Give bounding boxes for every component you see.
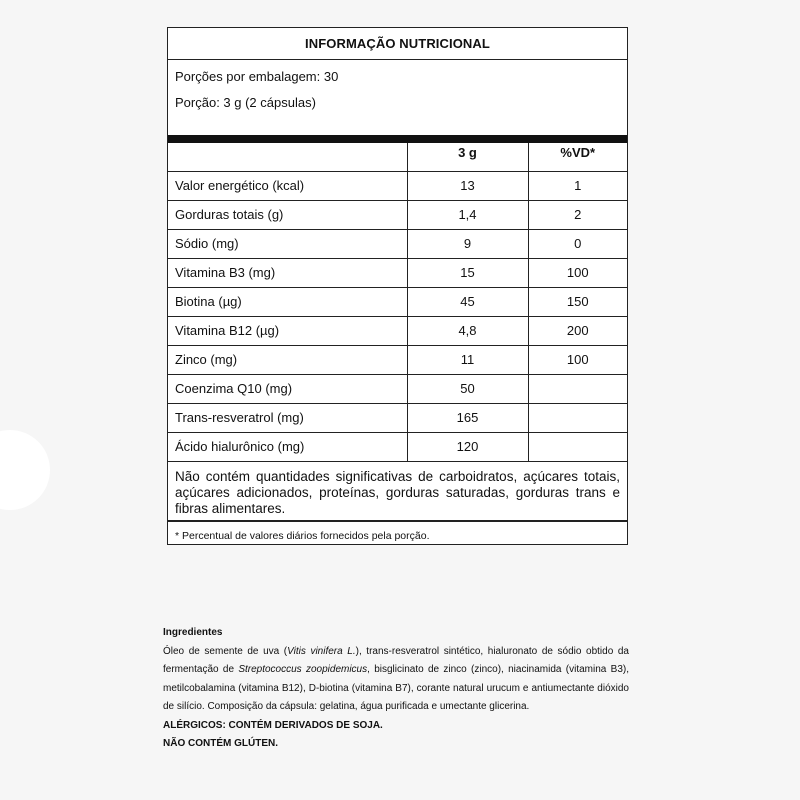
amount-cell: 120	[407, 432, 528, 461]
dv-cell: 150	[528, 287, 627, 316]
dv-cell: 200	[528, 316, 627, 345]
ingredients-italic-1: Vitis vinifera L.	[287, 645, 356, 657]
ingredients-part-2: ), trans-resveratrol sintético, hialuronato de sódio obtido da fermentação de	[163, 645, 629, 675]
dv-cell	[528, 432, 627, 461]
table-row	[168, 374, 627, 403]
nutrition-notice: Não contém quantidades significativas de carboidratos, açúcares totais, açúcares adicionados, proteínas, gorduras saturadas, gorduras trans e fibras alimentares.	[168, 462, 627, 522]
nutrient-cell: Valor energético (kcal)	[168, 171, 407, 200]
amount-cell: 4,8	[407, 316, 528, 345]
header-nutrient	[168, 143, 407, 171]
table-row	[168, 229, 627, 258]
amount-cell: 11	[407, 345, 528, 374]
nutrient-cell: Ácido hialurônico (mg)	[168, 432, 407, 461]
nutrient-cell: Gorduras totais (g)	[168, 200, 407, 229]
amount-cell: 165	[407, 403, 528, 432]
ingredients-part-1: Óleo de semente de uva (	[163, 645, 288, 657]
table-row	[168, 200, 627, 229]
table-row	[168, 345, 627, 374]
amount-cell: 1,4	[407, 200, 528, 229]
table-row	[168, 171, 627, 200]
dv-cell: 1	[528, 171, 627, 200]
dv-cell: 0	[528, 229, 627, 258]
ingredients-block	[163, 624, 629, 754]
nutrient-cell: Sódio (mg)	[168, 229, 407, 258]
amount-cell: 13	[407, 171, 528, 200]
table-row	[168, 287, 627, 316]
table-row	[168, 432, 627, 461]
allergens-warning: ALÉRGICOS: CONTÉM DERIVADOS DE SOJA.	[163, 719, 383, 731]
ingredients-title: Ingredientes	[163, 627, 223, 638]
table-row	[168, 258, 627, 287]
table-header-row	[168, 143, 627, 171]
servings-per-package: Porções por embalagem: 30	[175, 69, 339, 84]
dv-cell: 2	[528, 200, 627, 229]
background-blob	[0, 430, 50, 510]
ingredients-part-3: , bisglicinato de zinco (zinco), niacinamida (vitamina B3), metilcobalamina (vitamina B12), D-biotina (vitamina B7), corante natural urucum e antiumectante dióxido de silício. Composição da cápsula: gelatina, água purificada e umectante glicerina.	[163, 664, 629, 712]
table-row	[168, 316, 627, 345]
header-amount: 3 g	[407, 143, 528, 171]
nutrient-cell: Vitamina B3 (mg)	[168, 258, 407, 287]
ingredients-italic-2: Streptococcus zoopidemicus	[238, 664, 368, 675]
dv-cell	[528, 374, 627, 403]
gluten-warning: NÃO CONTÉM GLÚTEN.	[163, 738, 278, 749]
nutrient-cell: Trans-resveratrol (mg)	[168, 403, 407, 432]
serving-size: Porção: 3 g (2 cápsulas)	[175, 95, 316, 110]
thick-divider	[168, 135, 627, 143]
nutrition-footnote: * Percentual de valores diários fornecidos pela porção.	[175, 529, 430, 542]
nutrition-table	[168, 143, 627, 462]
nutrient-cell: Zinco (mg)	[168, 345, 407, 374]
table-row	[168, 403, 627, 432]
nutrient-cell: Vitamina B12 (µg)	[168, 316, 407, 345]
amount-cell: 45	[407, 287, 528, 316]
dv-cell: 100	[528, 258, 627, 287]
amount-cell: 9	[407, 229, 528, 258]
header-dv: %VD*	[528, 143, 627, 171]
servings-block	[168, 60, 627, 135]
nutrient-cell: Coenzima Q10 (mg)	[168, 374, 407, 403]
amount-cell: 15	[407, 258, 528, 287]
nutrient-cell: Biotina (µg)	[168, 287, 407, 316]
nutrition-title: INFORMAÇÃO NUTRICIONAL	[168, 28, 627, 60]
amount-cell: 50	[407, 374, 528, 403]
ingredients-text	[163, 643, 629, 717]
dv-cell	[528, 403, 627, 432]
dv-cell: 100	[528, 345, 627, 374]
nutrition-facts-panel	[167, 27, 628, 545]
